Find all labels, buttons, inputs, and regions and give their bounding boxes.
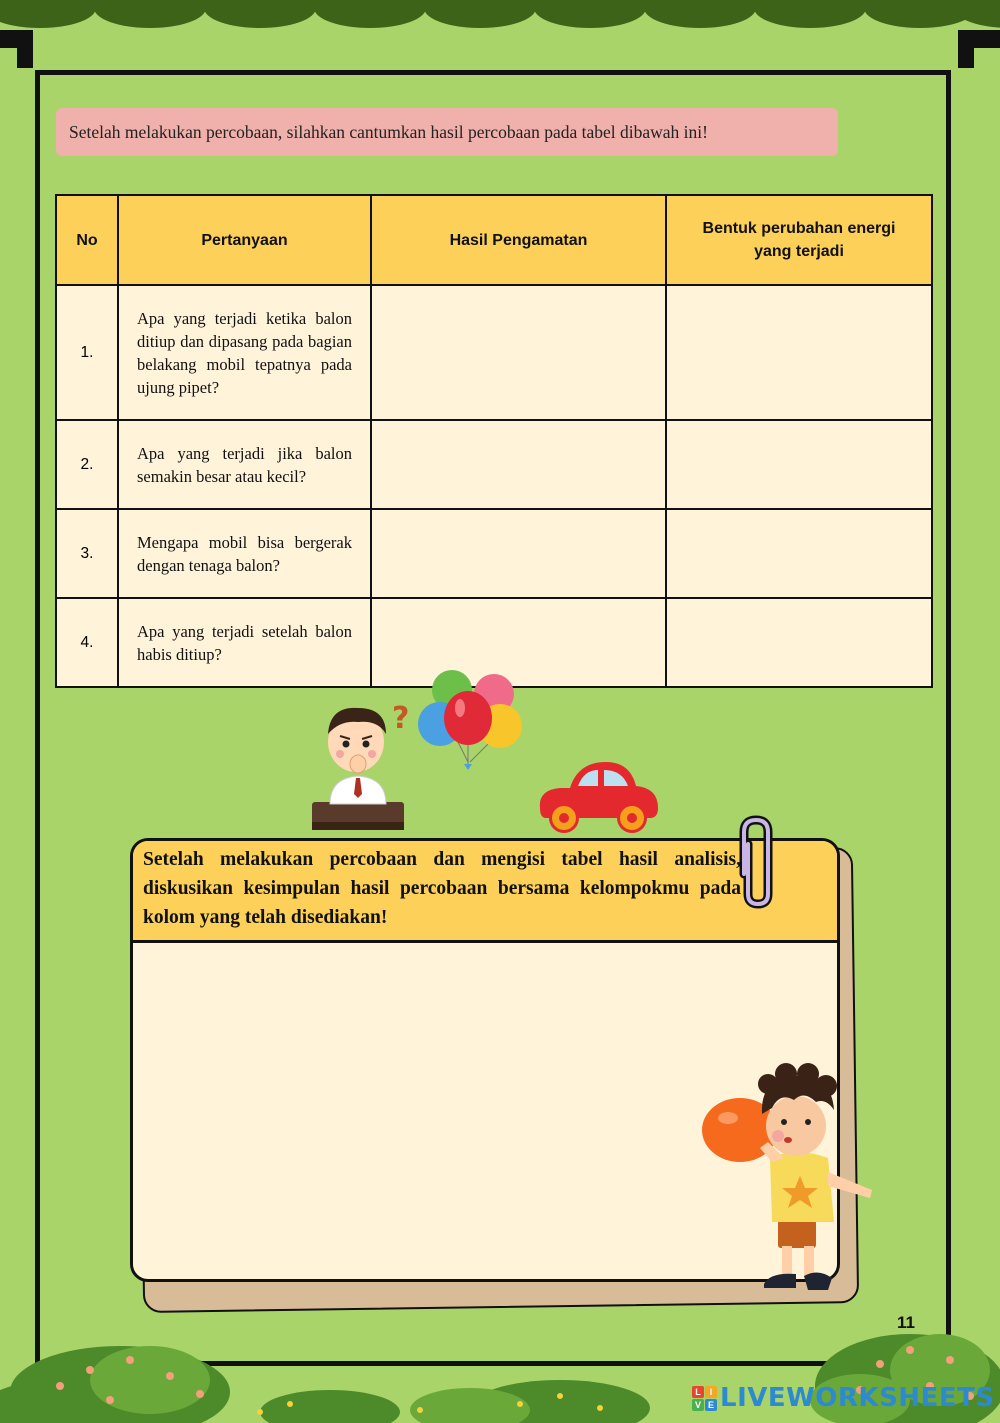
instruction-text: Setelah melakukan percobaan, silahkan cantumkan hasil percobaan pada tabel dibawah ini! [69,121,708,142]
question-mark-icon [390,700,414,734]
energy-answer-cell[interactable] [666,285,932,420]
liveworksheets-badge [692,1386,717,1411]
corner-bracket-right-stem [958,30,974,68]
table-row [56,509,932,598]
instruction-banner [56,108,838,156]
conclusion-prompt: Setelah melakukan percobaan dan mengisi tabel hasil analisis, diskusikan kesimpulan hasil percobaan bersama kelompokmu pada kolom yang telah disediakan! [133,841,837,943]
row-number: 2. [56,420,118,509]
row-question: Mengapa mobil bisa bergerak dengan tenaga balon? [118,509,371,598]
paperclip-icon [730,814,780,910]
header-observation: Hasil Pengamatan [371,195,666,285]
top-scallop-border [0,0,1000,30]
observation-answer-cell[interactable] [371,420,666,509]
table-row [56,420,932,509]
page-number: 11 [897,1313,915,1332]
liveworksheets-wordmark: LIVEWORKSHEETS [720,1383,995,1413]
energy-answer-cell[interactable] [666,420,932,509]
row-number: 4. [56,598,118,687]
header-energy-change [666,195,932,285]
badge-letter: V [692,1399,704,1411]
header-energy-change-text: Bentuk perubahan energi yang terjadi [702,220,896,260]
corner-bracket-left-stem [17,30,33,68]
svg-text:?: ? [392,701,410,734]
observation-answer-cell[interactable] [371,285,666,420]
observation-table [55,194,933,688]
row-question: Apa yang terjadi jika balon semakin besar atau kecil? [118,420,371,509]
observation-answer-cell[interactable] [371,509,666,598]
badge-letter: I [705,1386,717,1398]
row-question: Apa yang terjadi ketika balon ditiup dan dipasang pada bagian belakang mobil tepatnya pada ujung pipet? [118,285,371,420]
row-question: Apa yang terjadi setelah balon habis ditiup? [118,598,371,687]
table-header-row [56,195,932,285]
table-row [56,285,932,420]
toy-car-illustration [534,756,662,836]
energy-answer-cell[interactable] [666,598,932,687]
header-no: No [56,195,118,285]
row-number: 3. [56,509,118,598]
boy-blowing-balloon-illustration [700,1062,882,1294]
row-number: 1. [56,285,118,420]
balloons-illustration [414,666,526,776]
header-question: Pertanyaan [118,195,371,285]
badge-letter: L [692,1386,704,1398]
badge-letter: E [705,1399,717,1411]
energy-answer-cell[interactable] [666,509,932,598]
liveworksheets-logo[interactable] [692,1383,995,1413]
